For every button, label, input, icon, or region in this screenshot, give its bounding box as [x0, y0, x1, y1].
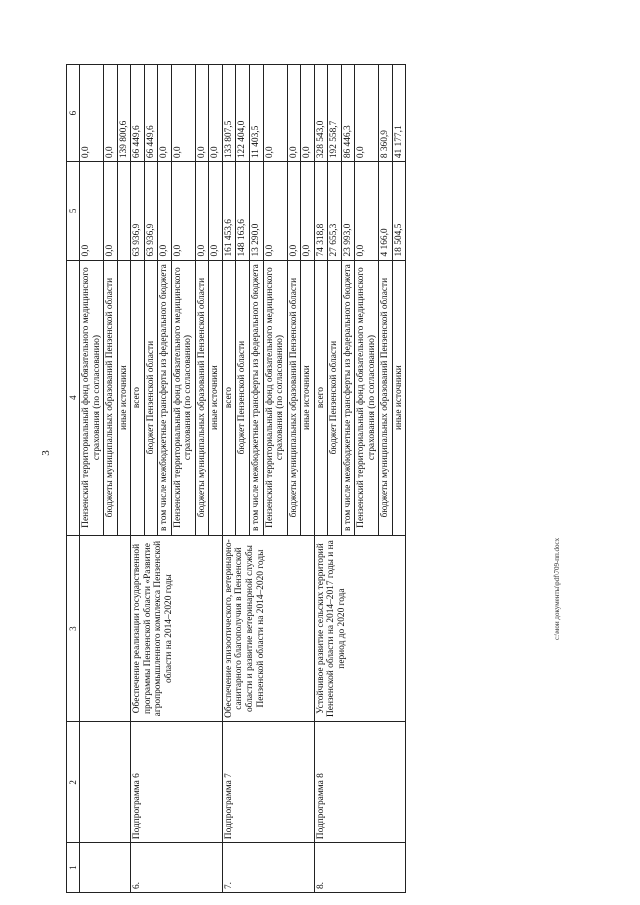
value-col6: 86 446,3: [341, 65, 355, 162]
source-label: Пензенский территориальный фонд обязательного медицинского страхования (по согласованию): [355, 260, 379, 535]
source-label: всего: [131, 260, 145, 535]
value-col6: 0,0: [209, 65, 223, 162]
value-col6: 328 543,0: [314, 65, 328, 162]
table-row: [131, 65, 145, 893]
source-label: всего: [314, 260, 328, 535]
header-row: [67, 65, 80, 893]
empty-cell: [80, 722, 131, 843]
column-header: 3: [67, 535, 80, 722]
column-header: 6: [67, 65, 80, 162]
table-row: [80, 65, 104, 893]
value-col5: 0,0: [263, 162, 287, 260]
table-row: [314, 65, 328, 893]
subprogram-title: Обеспечение реализации государственной программы Пензенской области «Развитие агропромышленного комплекса Пензенской области на 2014–2020 годы: [131, 535, 223, 722]
footer-file-path: c:\мои документы\pdf\709-пп.docx: [553, 537, 561, 640]
value-col6: 0,0: [80, 65, 104, 162]
value-col5: 4 166,0: [379, 162, 393, 260]
value-col6: 0,0: [263, 65, 287, 162]
value-col6: 122 404,0: [236, 65, 250, 162]
subprogram-title: Устойчивое развитие сельских территорий Пензенской области на 2014–2017 годы и на период до 2020 года: [314, 535, 406, 722]
value-col5: 0,0: [209, 162, 223, 260]
subprogram-name: Подпрограмма 7: [222, 722, 314, 843]
document-page: [66, 64, 574, 893]
value-col5: 0,0: [287, 162, 301, 260]
source-label: иные источники: [117, 260, 131, 535]
value-col5: 74 318,8: [314, 162, 328, 260]
value-col6: 11 403,5: [249, 65, 263, 162]
source-label: бюджет Пензенской области: [144, 260, 158, 535]
funding-table: [66, 64, 406, 893]
source-label: иные источники: [209, 260, 223, 535]
value-col5: 27 655,3: [328, 162, 342, 260]
value-col5: 0,0: [158, 162, 172, 260]
value-col5: 148 163,6: [236, 162, 250, 260]
value-col5: 13 290,0: [249, 162, 263, 260]
value-col5: 161 453,6: [222, 162, 236, 260]
source-label: в том числе межбюджетные трансферты из федерального бюджета: [158, 260, 172, 535]
column-header: 5: [67, 162, 80, 260]
row-number: 7.: [222, 843, 314, 893]
source-label: иные источники: [392, 260, 406, 535]
page-number: 3: [40, 450, 52, 456]
source-label: бюджет Пензенской области: [236, 260, 250, 535]
source-label: бюджеты муниципальных образований Пензенской области: [287, 260, 301, 535]
source-label: иные источники: [301, 260, 315, 535]
value-col6: 0,0: [195, 65, 209, 162]
value-col5: 18 504,5: [392, 162, 406, 260]
column-header: 4: [67, 260, 80, 535]
source-label: в том числе межбюджетные трансферты из федерального бюджета: [249, 260, 263, 535]
value-col5: 0,0: [301, 162, 315, 260]
value-col6: 0,0: [104, 65, 118, 162]
value-col5: 0,0: [171, 162, 195, 260]
value-col6: 139 800,6: [117, 65, 131, 162]
value-col6: 0,0: [171, 65, 195, 162]
value-col5: 63 936,9: [144, 162, 158, 260]
subprogram-name: Подпрограмма 8: [314, 722, 406, 843]
value-col6: 0,0: [301, 65, 315, 162]
value-col5: 0,0: [80, 162, 104, 260]
value-col6: 66 449,6: [131, 65, 145, 162]
source-label: бюджет Пензенской области: [328, 260, 342, 535]
value-col6: 0,0: [158, 65, 172, 162]
subprogram-name: Подпрограмма 6: [131, 722, 223, 843]
source-label: Пензенский территориальный фонд обязательного медицинского страхования (по согласованию): [80, 260, 104, 535]
table-body: [67, 65, 406, 893]
value-col5: 63 936,9: [131, 162, 145, 260]
source-label: бюджеты муниципальных образований Пензенской области: [195, 260, 209, 535]
value-col6: 0,0: [355, 65, 379, 162]
row-number: 6.: [131, 843, 223, 893]
column-header: 1: [67, 843, 80, 893]
empty-cell: [80, 843, 131, 893]
table-row: [222, 65, 236, 893]
row-number: 8.: [314, 843, 406, 893]
value-col5: 0,0: [355, 162, 379, 260]
value-col6: 192 558,7: [328, 65, 342, 162]
value-col6: 41 177,1: [392, 65, 406, 162]
value-col5: 0,0: [195, 162, 209, 260]
value-col5: 0,0: [104, 162, 118, 260]
source-label: Пензенский территориальный фонд обязательного медицинского страхования (по согласованию): [263, 260, 287, 535]
subprogram-title: Обеспечение эпизоотического, ветеринарно-санитарного благополучия в Пензенской области и развитие ветеринарной службы Пензенской области на 2014–2020 годы: [222, 535, 314, 722]
source-label: бюджеты муниципальных образований Пензенской области: [104, 260, 118, 535]
value-col5: 23 993,0: [341, 162, 355, 260]
source-label: в том числе межбюджетные трансферты из федерального бюджета: [341, 260, 355, 535]
empty-cell: [80, 535, 131, 722]
source-label: всего: [222, 260, 236, 535]
column-header: 2: [67, 722, 80, 843]
source-label: Пензенский территориальный фонд обязательного медицинского страхования (по согласованию): [171, 260, 195, 535]
value-col6: 8 360,9: [379, 65, 393, 162]
source-label: бюджеты муниципальных образований Пензенской области: [379, 260, 393, 535]
value-col6: 0,0: [287, 65, 301, 162]
value-col6: 66 449,6: [144, 65, 158, 162]
value-col5: [117, 162, 131, 260]
value-col6: 133 807,5: [222, 65, 236, 162]
